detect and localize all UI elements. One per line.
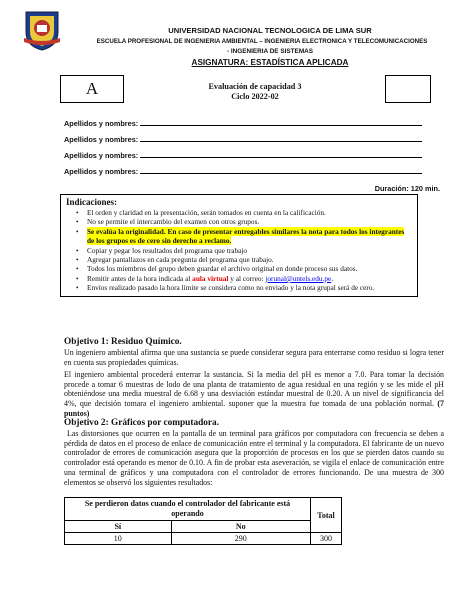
name-label: Apellidos y nombres: xyxy=(64,135,139,144)
objective1-points: (7 puntos) xyxy=(64,399,444,418)
list-item: • No se permite el intercambio del examen con otros grupos. xyxy=(76,217,260,227)
name-line[interactable] xyxy=(140,166,422,174)
originality-warning: Se evalúa la originalidad. En caso de presentar entregables similares la nota para todos los integrantes de los grupos es de cero sin derecho a reclamo. xyxy=(87,226,405,246)
bullet-icon: • xyxy=(76,255,79,265)
exam-title-block xyxy=(130,82,380,102)
subject-heading xyxy=(70,58,470,67)
name-line[interactable] xyxy=(140,150,422,158)
list-item: • Agregar pantallazos en cada pregunta del programa que trabajo. xyxy=(76,255,274,265)
indications-box xyxy=(60,194,418,297)
subject-name: ESTADÍSTICA APLICADA xyxy=(250,58,349,67)
table-header-no: No xyxy=(171,521,310,533)
table-header-main: Se perdieron datos cuando el controlador del fabricante está operando xyxy=(65,498,311,521)
duration: Duración: 120 min. xyxy=(374,184,440,193)
table-cell-no: 290 xyxy=(171,533,310,545)
objective1-title: Objetivo 1: Residuo Químico. xyxy=(64,337,182,347)
bullet-icon: • xyxy=(76,217,79,227)
indications-list xyxy=(66,208,413,293)
indications-title: Indicaciones: xyxy=(66,197,118,207)
name-line[interactable] xyxy=(140,118,422,126)
exam-cycle: Ciclo 2022-02 xyxy=(231,92,279,101)
bullet-icon: • xyxy=(76,226,79,236)
list-item xyxy=(76,227,413,246)
objective1-body: El ingeniero ambiental procederá enterrar la sustancia. Si la media del pH es menor a 7.0. Para tomar la decisión procede a tomar 6 muestras de lodo de una planta de tratamiento de agua residual en una región y se les mide el pH obteniéndose una media muestral de 6.68 y una desviación estándar muestral de 0.20. A un nivel de significancia del 4%, que decisión tomara el ingeniero ambiental. suponer que la muestra fue tomada de una población normal. xyxy=(64,370,444,409)
list-item: • Remitir antes de la hora indicada al aula virtual y al correo: jorunal@untels.edu.pe. xyxy=(76,273,334,283)
list-item: • Copiar y pegar los resultados del programa que trabajo xyxy=(76,245,248,255)
exam-version-box: A xyxy=(60,75,124,103)
objective1-text2 xyxy=(64,370,444,419)
name-field-3[interactable] xyxy=(64,150,422,160)
table-cell-total: 300 xyxy=(311,533,342,545)
list-item: • Todos los miembros del grupo deben guardar el archivo original en donde proceso sus datos. xyxy=(76,264,358,274)
subject-prefix: ASIGNATURA: xyxy=(191,58,251,67)
school-name: ESCUELA PROFESIONAL DE INGENIERIA AMBIENTAL – INGENIERIA ELECTRONICA Y TELECOMUNICACIONES xyxy=(96,38,428,45)
table-row xyxy=(65,533,342,545)
university-name: UNIVERSIDAD NACIONAL TECNOLOGICA DE LIMA SUR xyxy=(168,26,372,35)
list-item: • Envíos realizado pasado la hora límite se considera como no enviado y la nota grupal será de cero. xyxy=(76,283,375,293)
table-row xyxy=(65,498,342,521)
name-label: Apellidos y nombres: xyxy=(64,119,139,128)
name-label: Apellidos y nombres: xyxy=(64,167,139,176)
school-name-line2: - INGENIERIA DE SISTEMAS xyxy=(226,48,314,55)
table-cell-yes: 10 xyxy=(65,533,172,545)
objective2-title: Objetivo 2: Gráficos por computadora. xyxy=(64,418,220,428)
objective1-text: Un ingeniero ambiental afirma que una sustancia se puede considerar segura para enterrarse como residuo si logra tener en cuenta sus propiedades químicas. xyxy=(64,348,444,367)
data-table xyxy=(64,497,342,545)
bullet-icon: • xyxy=(76,208,79,217)
name-field-1[interactable] xyxy=(64,118,422,128)
bullet-icon: • xyxy=(76,245,79,255)
bullet-icon: • xyxy=(76,283,79,293)
aula-virtual-link[interactable]: aula virtual xyxy=(192,273,229,283)
university-seal-icon xyxy=(22,8,62,52)
name-field-2[interactable] xyxy=(64,134,422,144)
name-label: Apellidos y nombres: xyxy=(64,151,139,160)
email-link[interactable]: jorunal@untels.edu.pe xyxy=(265,273,332,283)
bullet-icon: • xyxy=(76,273,79,283)
table-row xyxy=(65,521,342,533)
name-line[interactable] xyxy=(140,134,422,142)
grade-box xyxy=(385,75,431,103)
name-field-4[interactable] xyxy=(64,166,422,176)
objective2-text: Las distorsiones que ocurren en la pantalla de un terminal para gráficos por computadora con frecuencia se deben a pérdida de datos en el proceso de enlace de comunicación entre el terminal y la computadora. El fabricante de un nuevo controlador de errores de comunicación asegura que la proporción de procesos en los que se pierden datos cuando su controlador está operando es menor de 0.10. A fin de probar esta aseveración, se vigila el enlace de comunicación entre una terminal de gráficos y una computadora con el controlador de errores funcionando. De una muestra de 300 elementos se observó los siguientes resultados: xyxy=(64,429,444,487)
bullet-icon: • xyxy=(76,264,79,274)
table-header-total: Total xyxy=(311,498,342,533)
table-header-yes: Sí xyxy=(65,521,172,533)
list-item: • El orden y claridad en la presentación, serán tomados en cuenta en la calificación. xyxy=(76,208,326,217)
exam-title: Evaluación de capacidad 3 xyxy=(208,82,302,91)
